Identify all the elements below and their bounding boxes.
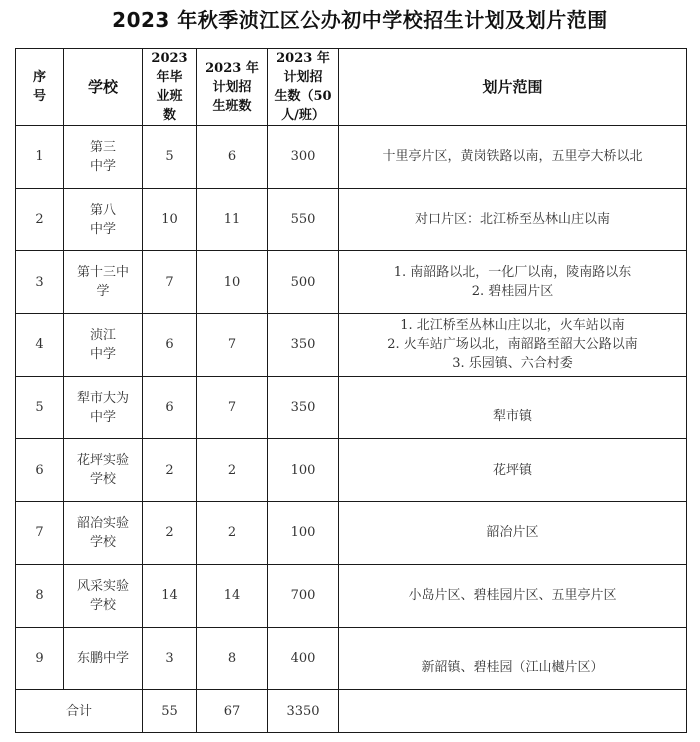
row-plan-students: 300 xyxy=(268,126,339,189)
row-grad-classes: 2 xyxy=(143,439,197,502)
row-grad-classes: 14 xyxy=(143,564,197,627)
table-row xyxy=(16,502,687,565)
table-row xyxy=(16,564,687,627)
header-line: 2023 xyxy=(151,51,188,66)
row-plan-classes: 14 xyxy=(197,564,268,627)
scope-line: 新韶镇、碧桂园（江山樾片区） xyxy=(421,659,604,675)
row-grad-classes: 6 xyxy=(143,314,197,377)
row-index: 1 xyxy=(16,126,64,189)
row-plan-students: 350 xyxy=(268,376,339,439)
table-row xyxy=(16,251,687,314)
total-grad-classes: 55 xyxy=(143,690,197,733)
row-school xyxy=(64,439,143,502)
row-plan-students: 350 xyxy=(268,314,339,377)
header-plan-students xyxy=(268,49,339,126)
row-plan-classes: 10 xyxy=(197,251,268,314)
row-index: 4 xyxy=(16,314,64,377)
table-row xyxy=(16,439,687,502)
school-line: 第三 xyxy=(89,139,116,155)
row-index: 8 xyxy=(16,564,64,627)
scope-line: 花坪镇 xyxy=(492,462,532,478)
scope-line: 1. 北江桥至丛林山庄以北，火车站以南 xyxy=(400,318,625,334)
row-plan-classes: 2 xyxy=(197,439,268,502)
header-line: 2023 年 xyxy=(276,51,330,66)
header-index-line: 序 xyxy=(32,70,46,85)
scope-line: 十里亭片区，黄岗铁路以南，五里亭大桥以北 xyxy=(382,149,643,165)
row-index: 9 xyxy=(16,627,64,690)
row-grad-classes: 2 xyxy=(143,502,197,565)
row-school xyxy=(64,126,143,189)
total-scope xyxy=(339,690,687,733)
row-grad-classes: 6 xyxy=(143,376,197,439)
scope-line: 对口片区：北江桥至丛林山庄以南 xyxy=(414,212,610,228)
school-line: 风采实验 xyxy=(76,578,129,594)
scope-line: 2. 火车站广场以北，南韶路至韶大公路以南 xyxy=(387,337,638,353)
header-index xyxy=(16,49,64,126)
header-line: 2023 年 xyxy=(205,60,259,76)
header-line: 生数（50 xyxy=(274,89,332,104)
row-grad-classes: 10 xyxy=(143,188,197,251)
school-line: 犁市大为 xyxy=(76,390,129,406)
row-grad-classes: 7 xyxy=(143,251,197,314)
school-line: 学校 xyxy=(89,472,116,488)
row-grad-classes: 5 xyxy=(143,126,197,189)
row-scope xyxy=(339,502,687,565)
total-label: 合计 xyxy=(16,690,143,733)
row-grad-classes: 3 xyxy=(143,627,197,690)
row-plan-classes: 2 xyxy=(197,502,268,565)
school-line: 第十三中 xyxy=(76,265,129,281)
school-line: 学校 xyxy=(89,534,116,550)
header-line: 计划招 xyxy=(212,79,252,95)
row-scope xyxy=(339,376,687,439)
row-school xyxy=(64,188,143,251)
row-plan-classes: 6 xyxy=(197,126,268,189)
row-index: 6 xyxy=(16,439,64,502)
school-line: 东鹏中学 xyxy=(76,650,129,666)
school-line: 中学 xyxy=(89,409,116,425)
scope-line: 韶冶片区 xyxy=(486,525,539,541)
header-plan-classes xyxy=(197,49,268,126)
page-title: 2023 年秋季浈江区公办初中学校招生计划及划片范围 xyxy=(112,8,608,32)
row-school xyxy=(64,251,143,314)
header-scope: 划片范围 xyxy=(339,49,687,126)
row-index: 5 xyxy=(16,376,64,439)
row-school xyxy=(64,376,143,439)
scope-line: 2. 碧桂园片区 xyxy=(471,284,554,300)
row-plan-students: 400 xyxy=(268,627,339,690)
enrollment-plan-table xyxy=(15,48,687,733)
row-scope xyxy=(339,314,687,377)
scope-line: 犁市镇 xyxy=(492,409,532,425)
row-index: 2 xyxy=(16,188,64,251)
school-line: 中学 xyxy=(89,221,116,237)
total-plan-students: 3350 xyxy=(268,690,339,733)
row-plan-students: 100 xyxy=(268,439,339,502)
table-header-row xyxy=(16,49,687,126)
header-line: 计划招 xyxy=(283,70,323,85)
row-index: 7 xyxy=(16,502,64,565)
table-row xyxy=(16,188,687,251)
school-line: 学 xyxy=(96,284,110,300)
school-line: 花坪实验 xyxy=(76,453,129,469)
header-grad-classes xyxy=(143,49,197,126)
total-plan-classes: 67 xyxy=(197,690,268,733)
school-line: 中学 xyxy=(89,158,116,174)
row-plan-classes: 7 xyxy=(197,314,268,377)
header-line: 业班 xyxy=(156,89,183,104)
row-scope xyxy=(339,564,687,627)
row-plan-students: 700 xyxy=(268,564,339,627)
row-scope xyxy=(339,126,687,189)
row-plan-students: 550 xyxy=(268,188,339,251)
scope-line: 3. 乐园镇、六合村委 xyxy=(452,356,573,372)
school-line: 韶冶实验 xyxy=(76,515,129,531)
row-school xyxy=(64,564,143,627)
row-scope xyxy=(339,627,687,690)
row-plan-classes: 11 xyxy=(197,188,268,251)
row-plan-students: 500 xyxy=(268,251,339,314)
row-plan-students: 100 xyxy=(268,502,339,565)
row-school xyxy=(64,627,143,690)
school-line: 浈江 xyxy=(89,327,116,343)
row-scope xyxy=(339,188,687,251)
header-line: 年毕 xyxy=(156,70,183,85)
row-plan-classes: 8 xyxy=(197,627,268,690)
header-line: 数 xyxy=(162,108,176,123)
row-index: 3 xyxy=(16,251,64,314)
table-row xyxy=(16,376,687,439)
row-plan-classes: 7 xyxy=(197,376,268,439)
scope-line: 1. 南韶路以北，一化厂以南，陵南路以东 xyxy=(393,265,632,281)
header-line: 人/班） xyxy=(281,108,325,123)
row-scope xyxy=(339,251,687,314)
school-line: 学校 xyxy=(89,597,116,613)
table-row xyxy=(16,627,687,690)
row-school xyxy=(64,314,143,377)
school-line: 中学 xyxy=(89,346,116,362)
header-school: 学校 xyxy=(64,49,143,126)
row-school xyxy=(64,502,143,565)
table-total-row xyxy=(16,690,687,733)
header-index-line: 号 xyxy=(32,89,46,104)
row-scope xyxy=(339,439,687,502)
header-line: 生班数 xyxy=(212,98,252,114)
school-line: 第八 xyxy=(89,202,116,218)
table-row xyxy=(16,126,687,189)
scope-line: 小岛片区、碧桂园片区、五里亭片区 xyxy=(408,588,617,604)
table-row xyxy=(16,314,687,377)
